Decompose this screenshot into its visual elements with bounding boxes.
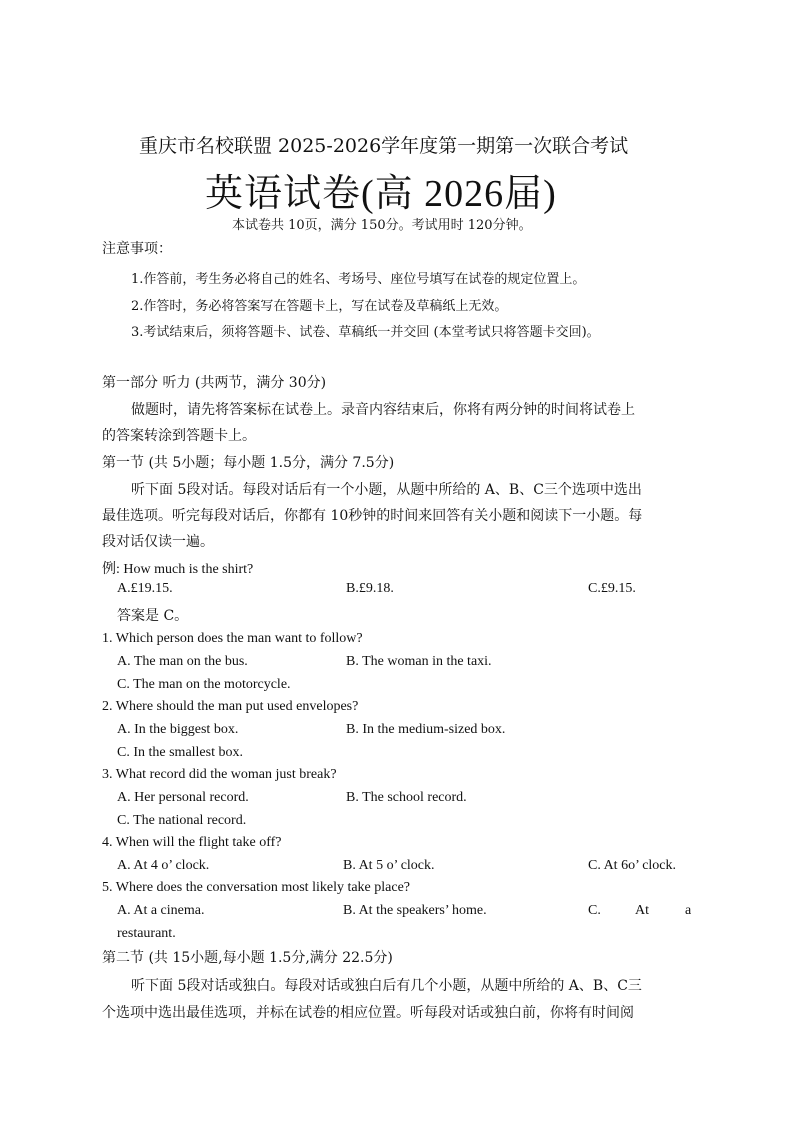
question-5-option-b: B. At the speakers’ home. [343,903,487,918]
exam-subtitle: 本试卷共 10页，满分 150分。考试用时 120分钟。 [232,218,532,233]
section1-heading: 第一节 (共 5小题；每小题 1.5分，满分 7.5分) [102,455,395,471]
section2-intro: 听下面 5段对话或独白。每段对话或独白后有几个小题，从题中所给的 A、B、C三 [131,978,642,994]
question-5: 5. Where does the conversation most likely take place? [102,880,411,895]
question-3: 3. What record did the woman just break? [102,767,337,782]
question-2-option-b: B. In the medium-sized box. [346,722,506,737]
question-1-option-a: A. The man on the bus. [117,654,248,669]
notice-item: 2.作答时，务必将答案写在答题卡上，写在试卷及草稿纸上无效。 [131,299,508,314]
question-5-option-c-continued: restaurant. [117,926,176,941]
exam-header-line: 重庆市名校联盟 2025-2026学年度第一期第一次联合考试 [139,135,629,157]
section1-intro: 最佳选项。听完每段对话后，你都有 10秒钟的时间来回答有关小题和阅读下一小题。每 [102,508,643,524]
question-3-option-b: B. The school record. [346,790,467,805]
question-4-option-c: C. At 6o’ clock. [588,858,677,873]
part1-intro: 的答案转涂到答题卡上。 [102,428,256,444]
question-5-option-c-word: a [685,903,692,918]
question-2-option-c: C. In the smallest box. [117,745,243,760]
question-5-option-c: C. [588,903,601,918]
example-answer: 答案是 C。 [117,608,189,624]
section1-intro: 段对话仅读一遍。 [102,534,214,550]
question-1-option-c: C. The man on the motorcycle. [117,677,291,692]
question-5-option-a: A. At a cinema. [117,903,205,918]
notice-heading: 注意事项： [102,241,172,257]
question-2-option-a: A. In the biggest box. [117,722,239,737]
example-option-c: C.£9.15. [588,581,636,596]
question-2: 2. Where should the man put used envelopes? [102,699,359,714]
part1-intro: 做题时，请先将答案标在试卷上。录音内容结束后，你将有两分钟的时间将试卷上 [131,402,635,418]
section1-intro: 听下面 5段对话。每段对话后有一个小题，从题中所给的 A、B、C三个选项中选出 [131,482,642,498]
example-option-a: A.£19.15. [117,581,173,596]
part1-heading: 第一部分 听力 (共两节，满分 30分) [102,375,327,391]
section2-heading: 第二节 (共 15小题,每小题 1.5分,满分 22.5分) [102,950,393,966]
notice-item: 3.考试结束后，须将答题卡、试卷、草稿纸一并交回 (本堂考试只将答题卡交回)。 [131,325,600,340]
example-option-b: B.£9.18. [346,581,394,596]
question-4-option-b: B. At 5 o’ clock. [343,858,435,873]
question-4-option-a: A. At 4 o’ clock. [117,858,210,873]
question-3-option-a: A. Her personal record. [117,790,249,805]
question-3-option-c: C. The national record. [117,813,247,828]
question-1: 1. Which person does the man want to follow? [102,631,363,646]
section2-intro: 个选项中选出最佳选项，并标在试卷的相应位置。听每段对话或独白前，你将有时间阅 [102,1005,634,1021]
example-question: 例: How much is the shirt? [102,562,254,577]
question-4: 4. When will the flight take off? [102,835,282,850]
question-5-option-c-word: At [635,903,649,918]
notice-item: 1.作答前，考生务必将自己的姓名、考场号、座位号填写在试卷的规定位置上。 [131,272,586,287]
question-1-option-b: B. The woman in the taxi. [346,654,492,669]
exam-title: 英语试卷(高 2026届) [205,173,557,215]
